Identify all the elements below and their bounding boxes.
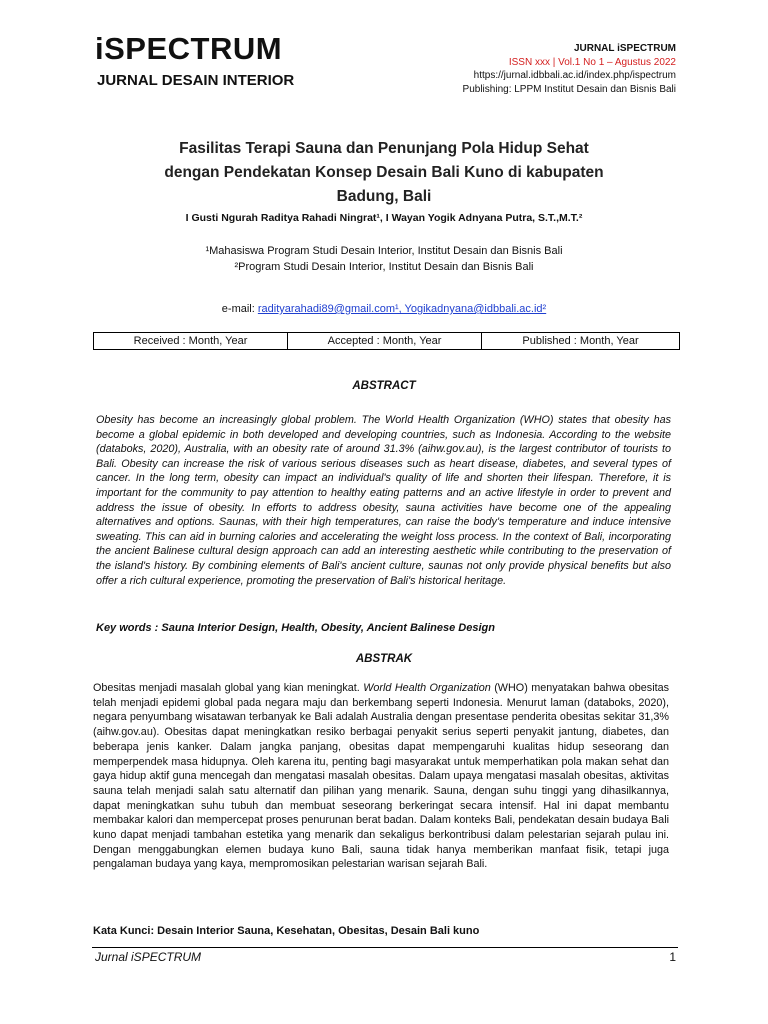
affiliation-2: ²Program Studi Desain Interior, Institut Desain dan Bisnis Bali — [234, 260, 534, 273]
title-line: dengan Pendekatan Konsep Desain Bali Kuno di kabupaten — [164, 164, 604, 181]
abstract-heading: ABSTRACT — [352, 380, 416, 392]
publisher-line: Publishing: LPPM Institut Desain dan Bisnis Bali — [462, 83, 676, 95]
page-number: 1 — [669, 950, 676, 964]
received-date: Received : Month, Year — [94, 333, 288, 350]
affiliations — [90, 244, 678, 275]
email-line — [90, 303, 678, 315]
keywords-en: Key words : Sauna Interior Design, Health, Obesity, Ancient Balinese Design — [96, 622, 495, 634]
abstrak-text-1: Obesitas menjadi masalah global yang kian meningkat. — [93, 682, 364, 694]
author-list: I Gusti Ngurah Raditya Rahadi Ningrat¹, I Wayan Yogik Adnyana Putra, S.T.,M.T.² — [185, 212, 583, 224]
email-label: e-mail: — [221, 303, 258, 315]
title-line: Badung, Bali — [336, 188, 432, 205]
accepted-date: Accepted : Month, Year — [288, 333, 482, 350]
footer-journal-name: Jurnal iSPECTRUM — [95, 950, 202, 964]
journal-logo-title: iSPECTRUM — [95, 31, 283, 66]
affiliation-1: ¹Mahasiswa Program Studi Desain Interior, Institut Desain dan Bisnis Bali — [205, 245, 563, 257]
title-line: Fasilitas Terapi Sauna dan Penunjang Pola Hidup Sehat — [179, 140, 589, 157]
abstrak-who-italic: World Health Organization — [363, 682, 491, 694]
published-date: Published : Month, Year — [482, 333, 680, 350]
journal-name: JURNAL iSPECTRUM — [573, 43, 676, 54]
email-links[interactable]: radityarahadi89@gmail.com¹, Yogikadnyana@idbbali.ac.id² — [257, 303, 547, 315]
abstrak-body — [93, 681, 669, 872]
abstract-body: Obesity has become an increasingly global problem. The World Health Organization (WHO) states that obesity has become a global epidemic in both developed and developing countries, such as Indonesia. According to the website (databoks, 2020), Australia, with an obesity rate of around 31.3% (aihw.gov.au), is the largest contributor of tourists to Bali. Obesity can increase the risk of various serious diseases such as heart disease, diabetes, and several types of cancer. In the long term, obesity can impact an individual's quality of life and shorten their lifespan. Therefore, it is important for the community to pay attention to healthy eating patterns and an active lifestyle in order to prevent and address the issue of obesity. In efforts to address obesity, sauna activities have become one of the appealing alternatives and options. Saunas, with their high temperatures, can raise the body's temperature and induce intensive sweating. This can aid in burning calories and accelerating the weight loss process. In the context of Bali, incorporating the ancient Balinese cultural design approach can add an interesting aesthetic while contributing to the preservation of the island's history. By combining elements of Bali's ancient culture, saunas not only provide physical benefits but also offer a rich cultural experience, promoting the preservation of Bali's historical heritage. — [96, 414, 671, 587]
abstrak-heading: ABSTRAK — [355, 653, 413, 665]
keywords-id: Kata Kunci: Desain Interior Sauna, Kesehatan, Obesitas, Desain Bali kuno — [93, 925, 480, 937]
issn-line: ISSN xxx | Vol.1 No 1 – Agustus 2022 — [508, 56, 676, 68]
dates-table — [93, 332, 680, 350]
journal-logo-subtitle: JURNAL DESAIN INTERIOR — [97, 72, 295, 89]
footer-divider — [92, 947, 678, 948]
abstrak-text-2: (WHO) menyatakan bahwa obesitas telah menjadi epidemi global pada negara maju dan berkembang seperti Indonesia. Menurut laman (databoks, 2020), negara penyumbang wisatawan terbanyak ke Bali adalah Australia dengan presentase penderita obesitas sekitar 31,3% (aihw.gov.au). Obesitas dapat meningkatkan resiko berbagai penyakit serius seperti penyakit jantung, diabetes, dan beberapa jenis kanker. Dalam jangka panjang, obesitas dapat mempengaruhi kualitas hidup seseorang dan memperpendek masa hidupnya. Oleh karena itu, penting bagi masyarakat untuk memperhatikan pola makan sehat dan gaya hidup aktif guna mencegah dan mengatasi masalah obesitas. Dalam upaya mengatasi masalah obesitas, aktivitas sauna telah menjadi salah satu alternatif dan pilihan yang menarik. Sauna, dengan suhu tinggi yang dihasilkannya, dapat meningkatkan suhu tubuh dan membuat seseorang berkeringat secara intensif. Hal ini dapat membantu membakar kalori dan mempercepat proses penurunan berat badan. Dalam konteks Bali, pendekatan desain budaya Bali kuno dapat menjadi tambahan estetika yang menarik dan sekaligus berkontribusi dalam pelestarian sejarah pulau ini. Dengan menggabungkan elemen budaya kuno Bali, sauna tidak hanya memberikan manfaat fisik, tetapi juga pengalaman budaya yang kaya, mempromosikan pelestarian warisan sejarah Bali. — [93, 682, 669, 871]
journal-info — [463, 42, 676, 96]
journal-url[interactable]: https://jurnal.idbbali.ac.id/index.php/ispectrum — [473, 70, 676, 81]
paper-title — [100, 137, 668, 209]
